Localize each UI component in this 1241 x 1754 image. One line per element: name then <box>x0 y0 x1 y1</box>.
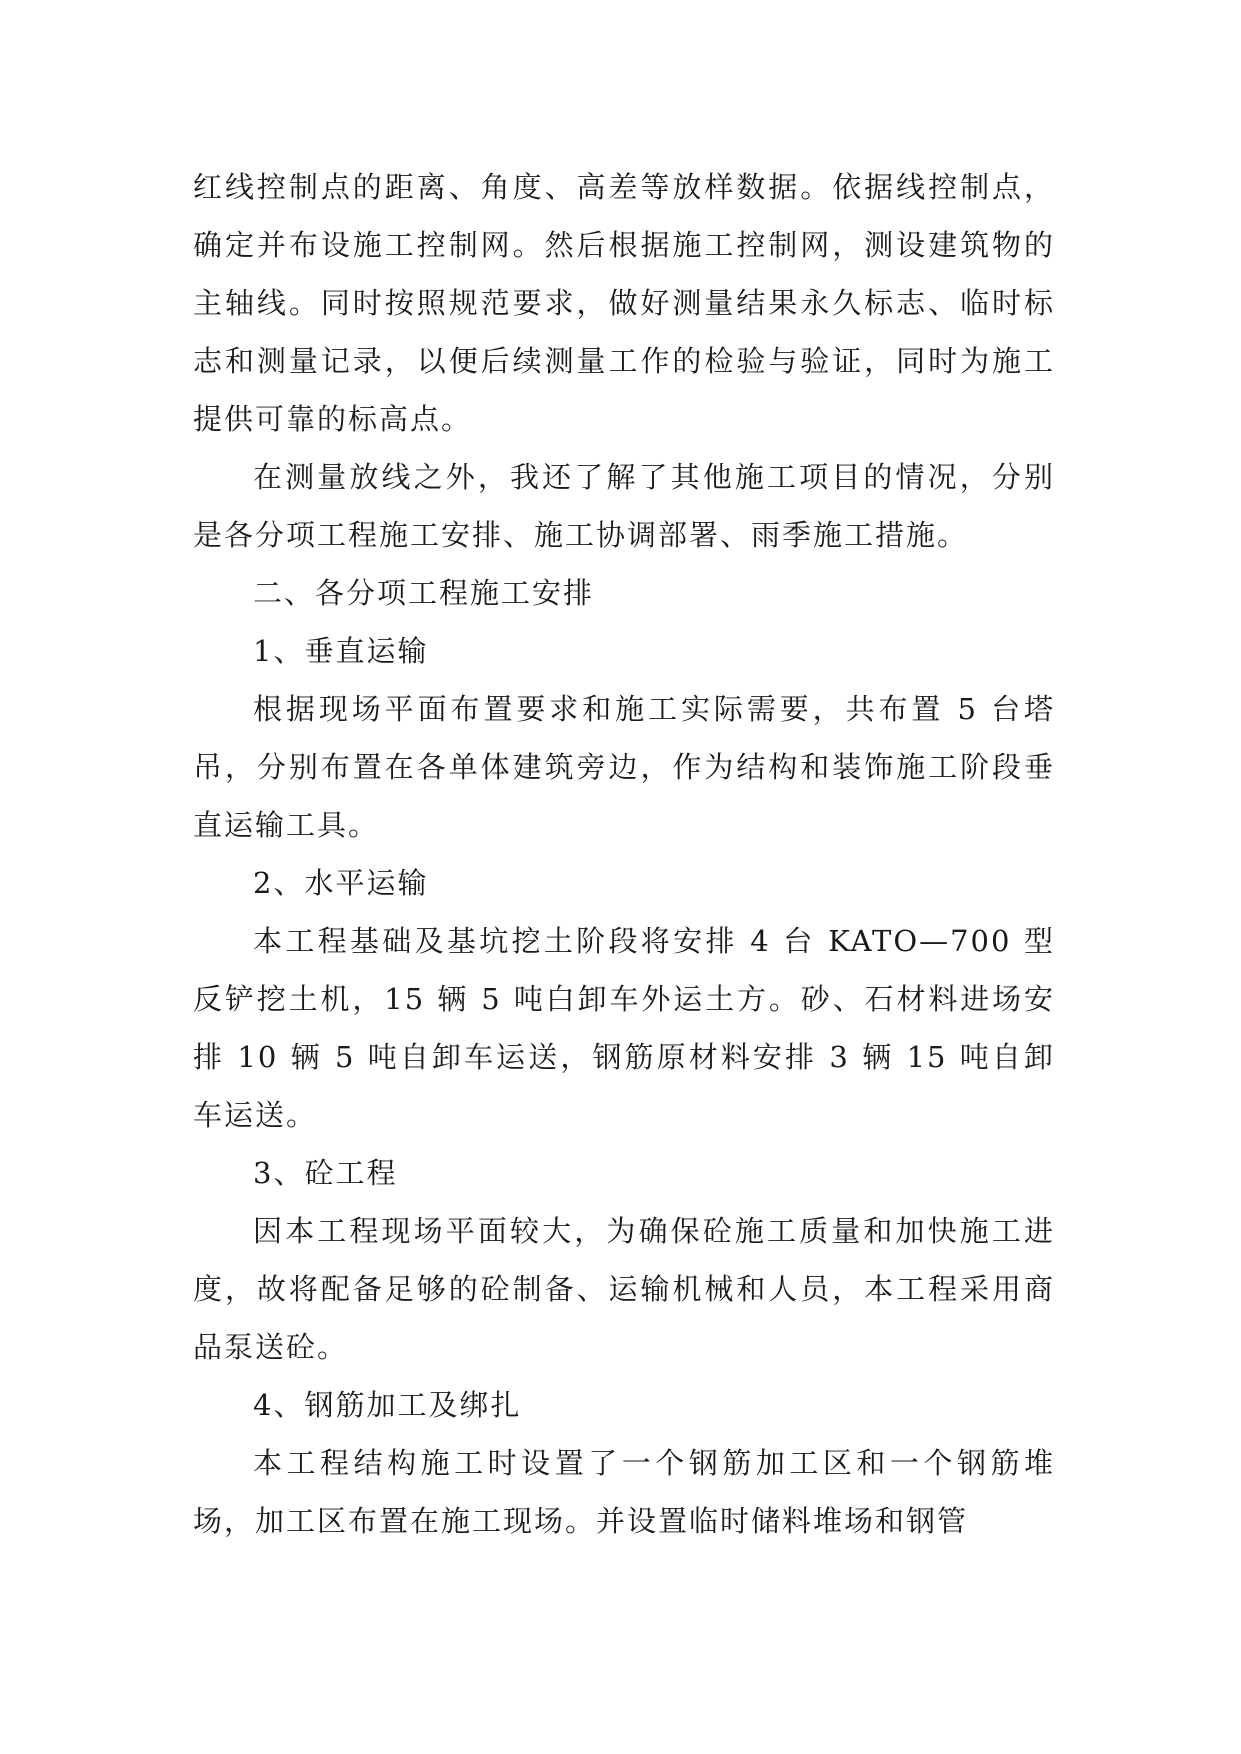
subheading-vertical-transport: 1、垂直运输 <box>253 634 429 668</box>
paragraph-concrete-works: 因本工程现场平面较大，为确保砼施工质量和加快施工进度，故将配备足够的砼制备、运输机械和人员，本工程采用商品泵送砼。 <box>193 1214 1055 1364</box>
paragraph-rebar-processing: 本工程结构施工时设置了一个钢筋加工区和一个钢筋堆场，加工区布置在施工现场。并设置临时储料堆场和钢管 <box>193 1446 1055 1538</box>
paragraph-vertical-transport: 根据现场平面布置要求和施工实际需要，共布置 5 台塔吊，分别布置在各单体建筑旁边，作为结构和装饰施工阶段垂直运输工具。 <box>193 692 1055 842</box>
subheading-horizontal-transport: 2、水平运输 <box>253 866 429 900</box>
subheading-rebar-processing: 4、钢筋加工及绑扎 <box>253 1388 522 1422</box>
paragraph-horizontal-transport: 本工程基础及基坑挖土阶段将安排 4 台 KATO—700 型反铲挖土机，15 辆 5 吨白卸车外运土方。砂、石材料进场安排 10 辆 5 吨自卸车运送，钢筋原材料安排 3 辆 15 吨自卸车运送。 <box>193 924 1055 1132</box>
section-heading-arrangement: 二、各分项工程施工安排 <box>253 576 595 610</box>
document-body <box>193 158 1055 1550</box>
paragraph-other-projects: 在测量放线之外，我还了解了其他施工项目的情况，分别是各分项工程施工安排、施工协调部署、雨季施工措施。 <box>193 460 1055 552</box>
subheading-concrete-works: 3、砼工程 <box>253 1156 398 1190</box>
paragraph-survey-data: 红线控制点的距离、角度、高差等放样数据。依据线控制点，确定并布设施工控制网。然后根据施工控制网，测设建筑物的主轴线。同时按照规范要求，做好测量结果永久标志、临时标志和测量记录，以便后续测量工作的检验与验证，同时为施工提供可靠的标高点。 <box>193 170 1055 436</box>
